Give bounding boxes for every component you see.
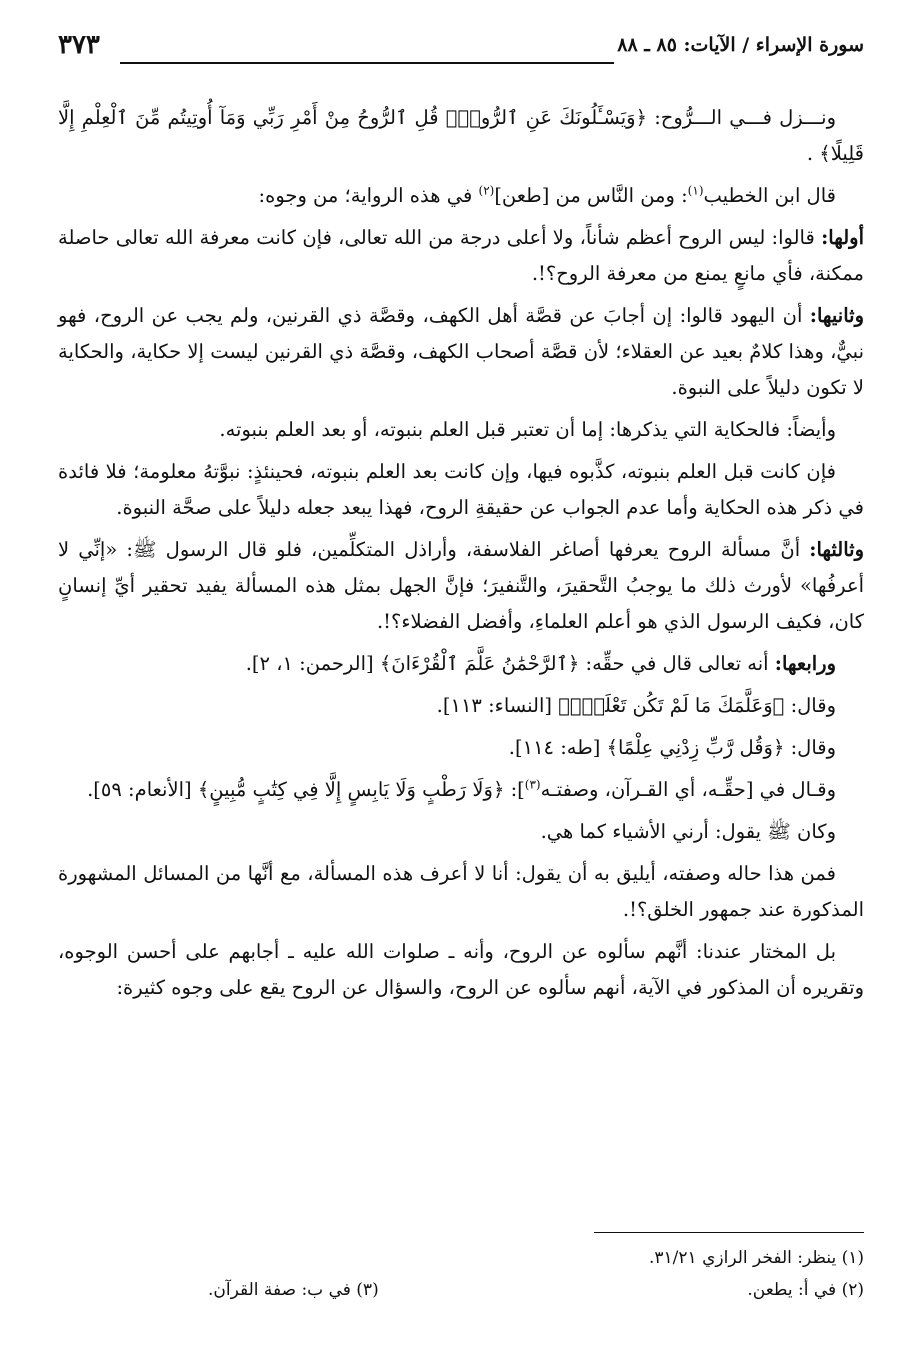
running-title: سورة الإسراء / الآيات: ٨٥ ـ ٨٨	[617, 34, 864, 56]
paragraph-text: أن اليهود قالوا: إن أجابَ عن قصَّة أهل الكهف، وقصَّة ذي القرنين، ولم يجب عن الروح، فهو نبيٌّ، وهذا كلامٌ بعيد عن العقلاء؛ لأن قصَّة أصحاب الكهف، وقصَّة ذي القرنين ليست إلا حكاية، والحكاية لا تكون دليلاً على النبوة.	[58, 304, 864, 399]
paragraph-text: في هذه الرواية؛ من وجوه:	[258, 184, 479, 207]
paragraph-lead: وثالثها:	[809, 538, 864, 561]
paragraph-third	[58, 532, 864, 640]
paragraph-text: فإن كانت قبل العلم بنبوته، كذَّبوه فيها، وإن كانت بعد العلم بنبوته، فحينئذٍ: نبوَّتهُ معلومة؛ فلا فائدة في ذكر هذه الحكاية وأما عدم الجواب عن حقيقةِ الروح، فهذا يبعد جعله دليلاً على صحَّة النبوة.	[58, 460, 864, 519]
paragraph-fourth	[58, 646, 864, 682]
footnotes	[58, 1242, 864, 1306]
paragraph-chosen-view	[58, 934, 864, 1006]
page-number: ٣٧٣	[58, 30, 100, 60]
paragraph-text: أنَّ مسألة الروح يعرفها أصاغر الفلاسفة، وأراذل المتكلِّمين، فلو قال الرسول ﷺ: «إنِّي لا أعرفُها» لأورث ذلك ما يوجبُ التَّحقيرَ، والتَّنفيرَ؛ فإنَّ الجهل بمثل هذه المسألة يفيد تحقير أيِّ إنسانٍ كان، فكيف الرسول الذي هو أعلم العلماءِ، وأفضل الفضلاء؟!.	[58, 538, 864, 633]
footnote-1: (١) ينظر: الفخر الرازي ٣١/٢١.	[649, 1248, 864, 1268]
paragraph-whoever	[58, 856, 864, 928]
footnote-row	[58, 1274, 864, 1306]
paragraph-lead: ورابعها:	[774, 652, 836, 675]
paragraph-text: وأيضاً: فالحكاية التي يذكرها: إما أن تعتبر قبل العلم بنبوته، أو بعد العلم بنبوته.	[219, 418, 836, 441]
paragraph-text: ]: ﴿وَلَا رَطْبٍ وَلَا يَابِسٍ إِلَّا فِي كِتَٰبٍ مُّبِينٍ﴾ [الأنعام: ٥٩].	[87, 778, 525, 801]
paragraph-also	[58, 412, 864, 448]
paragraph-text: وقال: ﴿وَقُل رَّبِّ زِدْنِي عِلْمًا﴾ [طه: ١١٤].	[508, 736, 836, 759]
paragraph-text: أنه تعالى قال في حقِّه: ﴿ٱلرَّحْمَٰنُ عَلَّمَ ٱلْقُرْءَانَ﴾ [الرحمن: ١، ٢].	[245, 652, 775, 675]
main-text	[58, 100, 864, 1012]
paragraph-text: ونـــزل فـــي الـــرُّوح: ﴿وَيَسْـَٔلُونَكَ عَنِ ٱلرُّوحِۖ قُلِ ٱلرُّوحُ مِنْ أَمْرِ رَبِّي وَمَآ أُوتِيتُم مِّنَ ٱلْعِلْمِ إِلَّا قَلِيلًا﴾ .	[58, 106, 864, 165]
footnote-ref-3: (٣)	[524, 777, 541, 792]
paragraph-verse	[58, 100, 864, 172]
paragraph-verse-taha	[58, 730, 864, 766]
paragraph-lead: أولها:	[821, 226, 864, 249]
paragraph-text: وقال: ﴿وَعَلَّمَكَ مَا لَمْ تَكُن تَعْلَمُۚ﴾ [النساء: ١١٣].	[436, 694, 836, 717]
paragraph-text: وكان ﷺ يقول: أرني الأشياء كما هي.	[540, 820, 836, 843]
footnote-ref-2: (٢)	[478, 183, 495, 198]
paragraph-text: بل المختار عندنا: أنَّهم سألوه عن الروح، وأنه ـ صلوات الله عليه ـ أجابهم على أحسن الوجوه، وتقريره أن المذكور في الآية، أنهم سألوه عن الروح، والسؤال عن الروح يقع على وجوه كثيرة:	[58, 940, 864, 999]
paragraph-text: وقـال في [حقِّـه، أي القـرآن، وصفتـه	[540, 778, 836, 801]
paragraph-ibn-khatib	[58, 178, 864, 214]
paragraph-text: قال ابن الخطيب	[703, 184, 836, 207]
paragraph-verse-anam	[58, 772, 864, 808]
paragraph-first	[58, 220, 864, 292]
paragraph-verse-nisa	[58, 688, 864, 724]
footnote-3: (٣) في ب: صفة القرآن.	[208, 1280, 379, 1300]
paragraph-text: : ومن النَّاس من [طعن]	[494, 184, 688, 207]
paragraph-lead: وثانيها:	[809, 304, 864, 327]
paragraph-prophet-said	[58, 814, 864, 850]
footnote-ref-1: (١)	[687, 183, 704, 198]
footnote-divider	[594, 1232, 864, 1233]
paragraph-text: فمن هذا حاله وصفته، أيليق به أن يقول: أنا لا أعرف هذه المسألة، مع أنَّها من المسائل المشهورة المذكورة عند جمهور الخلق؟!.	[58, 862, 864, 921]
paragraph-text: قالوا: ليس الروح أعظم شأناً، ولا أعلى درجة من الله تعالى، فإن كانت معرفة الله تعالى حاصلة ممكنة، فأي مانعٍ يمنع من معرفة الروح؟!.	[58, 226, 864, 285]
paragraph-if-before	[58, 454, 864, 526]
paragraph-second	[58, 298, 864, 406]
header-rule	[120, 62, 614, 64]
page-header	[58, 28, 864, 72]
footnote-2: (٢) في أ: يطعن.	[747, 1280, 864, 1300]
